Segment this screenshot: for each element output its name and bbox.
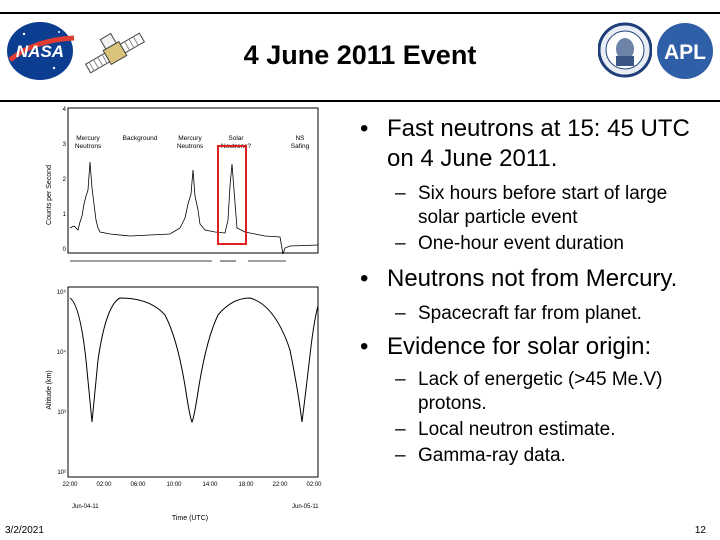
bullet-dot-icon: • — [360, 333, 369, 360]
dash-icon: – — [395, 233, 406, 254]
altitude-yticks — [57, 289, 67, 476]
sub-bullet-item — [360, 368, 710, 416]
sub-bullet-text: Local neutron estimate. — [418, 419, 616, 440]
sub-bullet-item — [360, 418, 710, 442]
footer-date: 3/2/2021 — [5, 525, 44, 536]
counts-ytick: 0 — [62, 247, 66, 253]
counts-yticks — [63, 107, 67, 253]
chart-figure — [40, 100, 330, 530]
apl-logo-text: APL — [664, 41, 706, 64]
bullet-dot-icon: • — [360, 265, 369, 292]
annotation-solar-b: Neutrons? — [221, 143, 251, 150]
bullet-text: Neutrons not from Mercury. — [387, 265, 678, 292]
sub-bullet-text: Six hours before start of large solar particle event — [418, 183, 668, 228]
page-number: 12 — [694, 525, 706, 536]
bullet-list — [360, 108, 710, 468]
counts-ytick: 4 — [62, 107, 66, 113]
altitude-ytick: 10⁴ — [56, 350, 66, 356]
annotation-ns: NS — [295, 135, 305, 142]
solar-neutron-highlight — [218, 146, 246, 244]
altitude-xlabel: Time (UTC) — [171, 515, 209, 522]
dash-icon: – — [395, 183, 406, 204]
counts-ytick: 3 — [62, 142, 66, 148]
altitude-ytick: 10⁵ — [56, 290, 66, 296]
top-rule — [0, 12, 720, 14]
bullet-text: Evidence for solar origin: — [387, 333, 652, 360]
annotation-mercury-neutrons-1b: Neutrons — [74, 143, 102, 150]
annotation-solar: Solar — [228, 135, 244, 142]
sub-bullet-text: One-hour event duration — [418, 233, 624, 254]
bullet-text: Fast neutrons at 15: 45 UTC on 4 June 2011. — [387, 115, 690, 172]
dash-icon: – — [395, 303, 406, 324]
altitude-ytick: 10³ — [57, 410, 66, 416]
counts-plot-frame — [68, 108, 318, 253]
dash-icon: – — [395, 445, 406, 466]
altitude-xtick: 06:00 — [130, 482, 146, 488]
altitude-xtick: 02:00 — [96, 482, 112, 488]
altitude-plot-frame — [68, 287, 318, 477]
altitude-xtick: 02:00 — [306, 482, 322, 488]
altitude-xdate-start: Jun-04-11 — [72, 504, 99, 510]
annotation-mercury-neutrons-2: Mercury — [178, 135, 202, 142]
sub-bullet-item — [360, 232, 710, 256]
institution-seal-icon — [598, 22, 652, 78]
apl-logo — [656, 22, 714, 80]
slide-title: 4 June 2011 Event — [243, 40, 477, 70]
altitude-xtick: 14:00 — [202, 482, 218, 488]
altitude-xticks — [62, 482, 322, 488]
nasa-logo-text: NASA — [15, 42, 65, 61]
dash-icon: – — [395, 419, 406, 440]
annotation-ns-b: Safing — [290, 143, 310, 150]
altitude-xtick: 10:00 — [166, 482, 182, 488]
bullet-dot-icon: • — [360, 115, 369, 142]
annotation-mercury-neutrons-2b: Neutrons — [176, 143, 204, 150]
counts-ytick: 1 — [62, 212, 66, 218]
sub-bullet-item — [360, 182, 710, 230]
bullet-item — [360, 114, 710, 174]
counts-ylabel: Counts per Second — [46, 165, 53, 225]
altitude-xtick: 18:00 — [238, 482, 254, 488]
counts-annotations — [75, 135, 310, 150]
altitude-xtick: 22:00 — [272, 482, 288, 488]
altitude-ytick: 10² — [57, 470, 66, 476]
altitude-xdate-end: Jun-05-11 — [292, 504, 319, 510]
annotation-mercury-neutrons-1: Mercury — [76, 135, 100, 142]
bullet-item — [360, 264, 710, 294]
annotation-background: Background — [122, 135, 158, 142]
sub-bullet-text: Spacecraft far from planet. — [418, 303, 642, 324]
altitude-ylabel: Altitude (km) — [46, 370, 53, 410]
sub-bullet-item — [360, 302, 710, 326]
counts-ytick: 2 — [62, 177, 66, 183]
sub-bullet-text: Gamma-ray data. — [418, 445, 566, 466]
bullet-item — [360, 332, 710, 362]
altitude-xtick: 22:00 — [62, 482, 78, 488]
sub-bullet-text: Lack of energetic (>45 Me.V) protons. — [418, 369, 663, 414]
sub-bullet-item — [360, 444, 710, 468]
counts-series-line — [70, 162, 318, 254]
dash-icon: – — [395, 369, 406, 390]
altitude-series-line — [70, 298, 318, 422]
